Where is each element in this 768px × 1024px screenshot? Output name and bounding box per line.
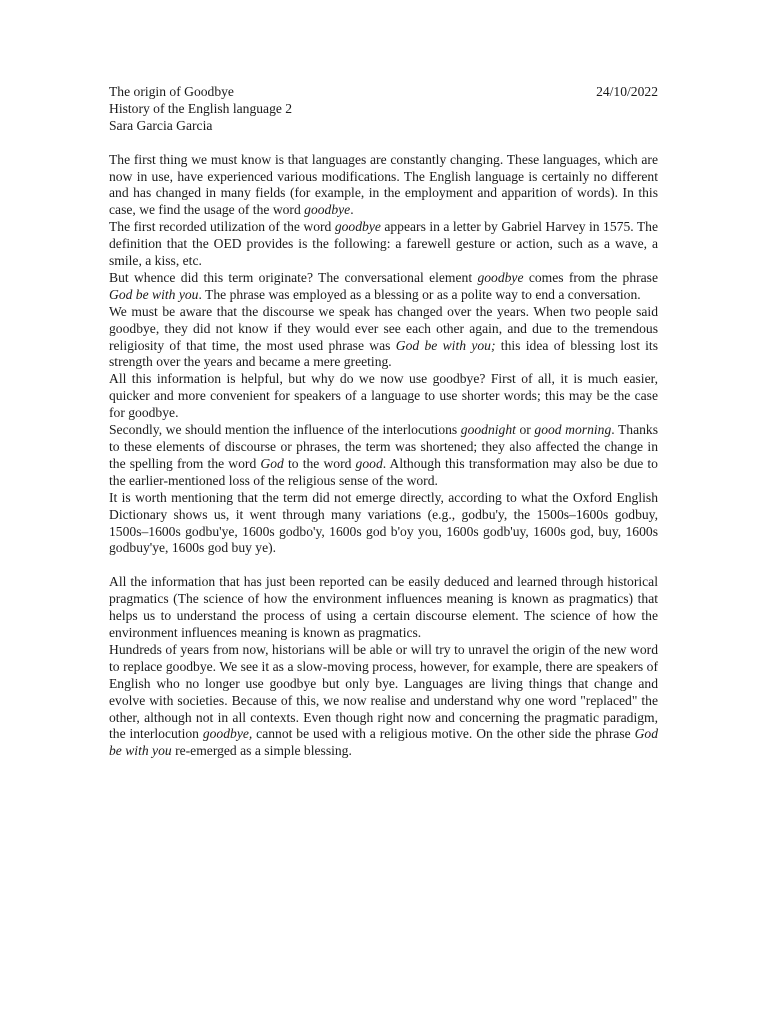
- paragraph-9: Hundreds of years from now, historians will be able or will try to unravel the origin of the new word to replace goodbye. We see it as a slow-moving process, however, for example, there are speakers of English who no longer use goodbye but only bye. Languages are living things that change and evolve with societies. Because of this, we now realise and understand why one word "replaced" the other, although not in all contexts. Even though right now and concerning the pragmatic paradigm, the interlocution goodbye, cannot be used with a religious motive. On the other side the phrase God be with you re-emerged as a simple blessing.: [109, 641, 658, 759]
- course-name: History of the English language 2: [109, 100, 293, 116]
- paragraph-7: It is worth mentioning that the term did not emerge directly, according to what the Oxford English Dictionary shows us, it went through many variations (e.g., godbu'y, the 1500s–1600s godbuy, 1500s–1600s godbu'ye, 1600s godbo'y, 1600s god b'oy you, 1600s godb'uy, 1600s god, buy, 1600s godbuy'ye, 1600s god buy ye).: [109, 489, 658, 556]
- document-date: 24/10/2022: [596, 84, 658, 99]
- paragraph-3: But whence did this term originate? The conversational element goodbye comes from the phrase God be with you. The phrase was employed as a blessing or as a polite way to end a conversation.: [109, 269, 658, 302]
- paragraph-6: Secondly, we should mention the influence of the interlocutions goodnight or good morning. Thanks to these elements of discourse or phrases, the term was shortened; they also affected the change in the spelling from the word God to the word good. Although this transformation may also be due to the earlier-mentioned loss of the religious sense of the word.: [109, 422, 658, 488]
- paragraph-8: All the information that has just been reported can be easily deduced and learned through historical pragmatics (The science of how the environment influences meaning is known as pragmatics) that helps us to understand the process of using a certain discourse element. The science of how the environment influences meaning is known as pragmatics.: [109, 574, 658, 640]
- title-row: [109, 84, 658, 101]
- spacer: [109, 135, 658, 152]
- document-title: The origin of Goodbye: [109, 84, 234, 99]
- spacer: [109, 557, 658, 574]
- paragraph-1: The first thing we must know is that languages are constantly changing. These languages, which are now in use, have experienced various modifications. The English language is certainly no different and has changed in many fields (for example, in the employment and apparition of words). In this case, we find the usage of the word goodbye.: [109, 151, 658, 218]
- paragraph-2: The first recorded utilization of the word goodbye appears in a letter by Gabriel Harvey in 1575. The definition that the OED provides is the following: a farewell gesture or action, such as a wave, a smile, a kiss, etc.: [109, 219, 658, 269]
- author-name: Sara Garcia Garcia: [109, 117, 213, 133]
- document-page: [109, 84, 658, 760]
- paragraph-4: We must be aware that the discourse we speak has changed over the years. When two people said goodbye, they did not know if they would ever see each other again, and due to the tremendous religiosity of that time, the most used phrase was God be with you; this idea of blessing lost its strength over the years and became a mere greeting.: [109, 303, 658, 370]
- paragraph-5: All this information is helpful, but why do we now use goodbye? First of all, it is much easier, quicker and more convenient for speakers of a language to use shorter words; this may be the case for goodbye.: [109, 371, 658, 421]
